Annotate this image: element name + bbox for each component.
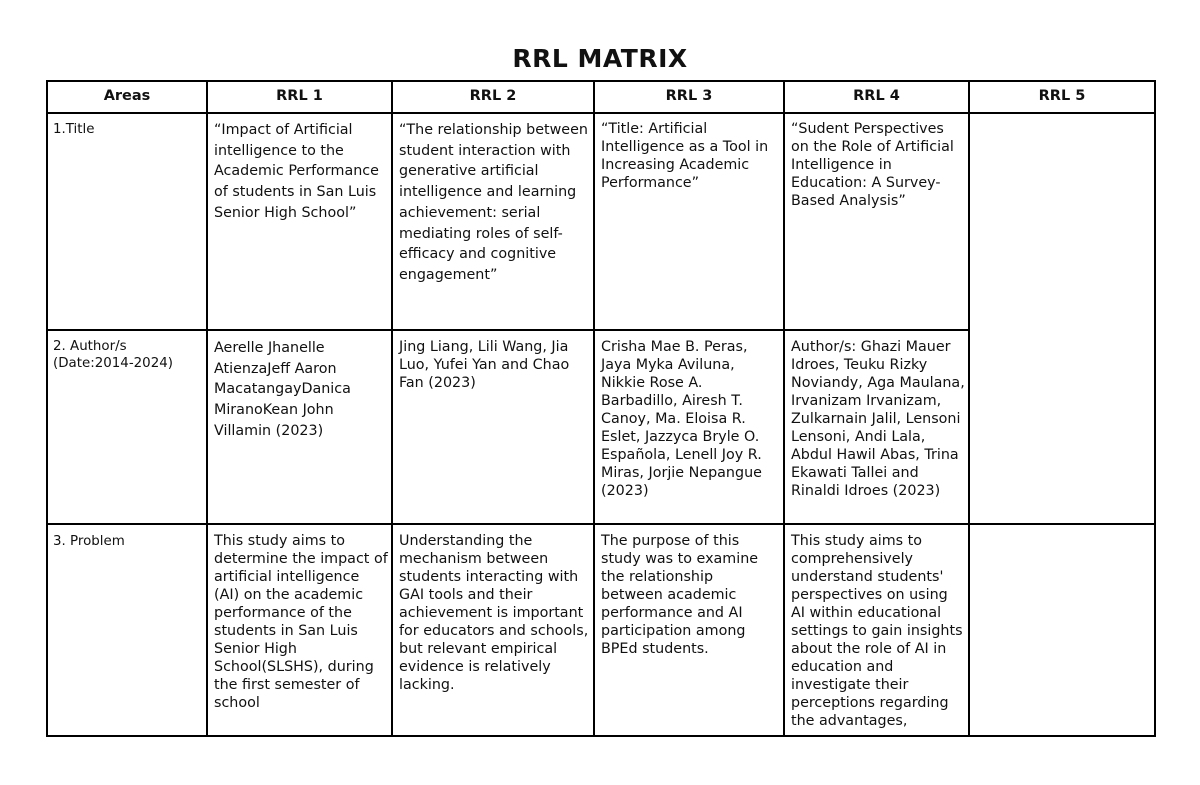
grid-line xyxy=(46,329,970,331)
header-rrl-1: RRL 1 xyxy=(276,88,323,104)
rrl4-problem: This study aims to comprehensively understand students' perspectives on using AI within educational settings to gain insights about the role of AI in education and investigate their perceptions regarding the advantages, xyxy=(791,533,963,729)
rrl3-problem: The purpose of this study was to examine the relationship between academic performance and AI participation among BPEd students. xyxy=(601,533,759,657)
grid-line xyxy=(206,80,208,737)
grid-line xyxy=(783,80,785,737)
rrl2-title: “The relationship between student interaction with generative artificial intelligence and learning achievement: serial mediating roles of self-efficacy and cognitive engagement” xyxy=(399,122,588,283)
rrl4-authors: Author/s: Ghazi Mauer Idroes, Teuku Rizky Noviandy, Aga Maulana, Irvanizam Irvanizam, Zulkarnain Jalil, Lensoni Lensoni, Andi Lala, Abdul Hawil Abas, Trina Ekawati Tallei and Rinaldi Idroes (2023) xyxy=(791,339,965,499)
grid-line xyxy=(46,112,1156,114)
rrl3-authors: Crisha Mae B. Peras, Jaya Myka Aviluna, Nikkie Rose A. Barbadillo, Airesh T. Canoy, Ma. Eloisa R. Eslet, Jazzyca Bryle O. Española, Lenell Joy R. Miras, Jorjie Nepangue (2023) xyxy=(601,339,762,499)
area-title-label: 1.Title xyxy=(53,122,95,137)
area-problem-label: 3. Problem xyxy=(53,534,125,549)
area-authors-label: 2. Author/s (Date:2014-2024) xyxy=(53,339,173,371)
rrl1-problem: This study aims to determine the impact of artificial intelligence (AI) on the academic performance of the students in San Luis Senior High School(SLSHS), during the first semester of school xyxy=(214,533,388,711)
header-rrl-4: RRL 4 xyxy=(853,88,900,104)
grid-line xyxy=(968,80,970,737)
grid-line xyxy=(1154,80,1156,737)
grid-line xyxy=(46,735,1156,737)
header-rrl-2: RRL 2 xyxy=(469,88,517,104)
rrl1-title: “Impact of Artificial intelligence to the Academic Performance of students in San Luis Senior High School” xyxy=(214,122,379,221)
header-rrl-3: RRL 3 xyxy=(665,88,713,104)
grid-line xyxy=(46,80,48,737)
rrl1-authors: Aerelle Jhanelle AtienzaJeff Aaron MacatangayDanica MiranoKean John Villamin (2023) xyxy=(214,340,351,439)
grid-line xyxy=(46,523,1156,525)
rrl4-title: “Sudent Perspectives on the Role of Artificial Intelligence in Education: A Survey-Based Analysis” xyxy=(791,121,954,209)
rrl3-title: “Title: Artificial Intelligence as a Tool in Increasing Academic Performance” xyxy=(601,121,769,191)
grid-line xyxy=(391,80,393,737)
header-areas: Areas xyxy=(103,88,151,104)
grid-line xyxy=(46,80,1156,82)
document-title: RRL MATRIX xyxy=(512,44,688,73)
grid-line xyxy=(593,80,595,737)
header-rrl-5: RRL 5 xyxy=(1038,88,1086,104)
rrl2-authors: Jing Liang, Lili Wang, Jia Luo, Yufei Yan and Chao Fan (2023) xyxy=(399,339,570,391)
rrl2-problem: Understanding the mechanism between students interacting with GAI tools and their achievement is important for educators and schools, but relevant empirical evidence is relatively lacking. xyxy=(399,533,589,693)
